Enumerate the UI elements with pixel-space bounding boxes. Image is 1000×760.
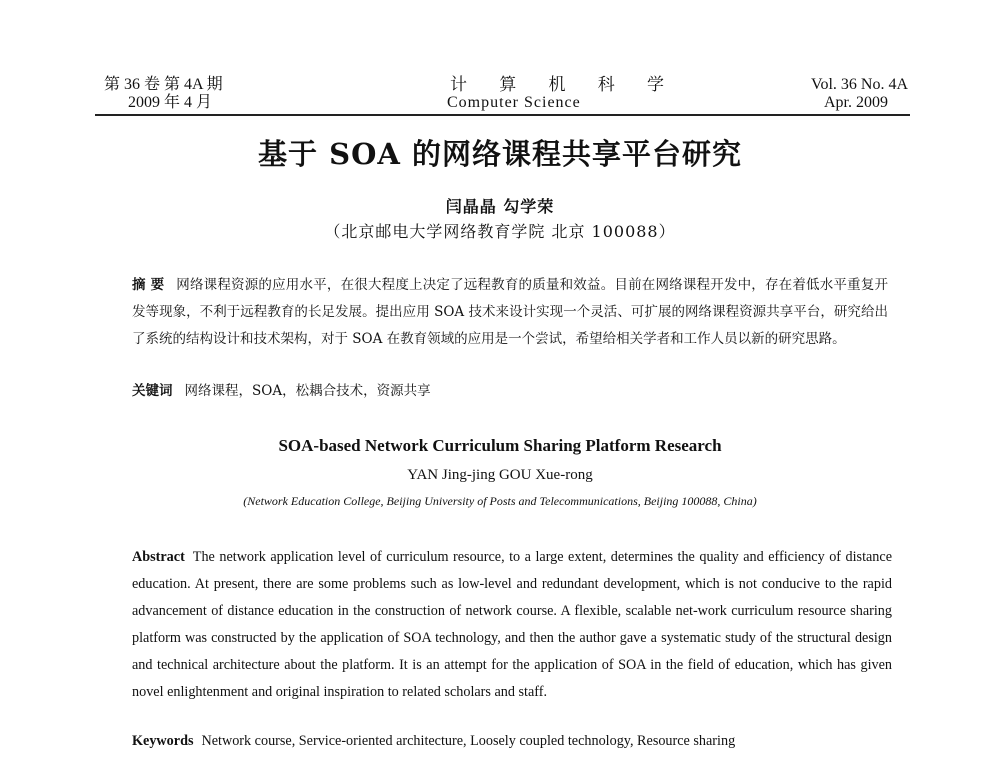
journal-name-cn: 计 算 机 科 学: [450, 75, 678, 94]
keywords-en-text: Network course, Service-oriented architecture, Loosely coupled technology, Resource sharing: [201, 733, 736, 749]
abstract-cn: [132, 272, 888, 353]
keywords-en: [132, 731, 735, 751]
authors-cn: 闫晶晶 勾学荣: [445, 197, 555, 216]
abstract-cn-label: 摘 要: [132, 277, 165, 293]
paper-title-en: SOA-based Network Curriculum Sharing Platform Research: [278, 436, 722, 455]
keywords-en-label: Keywords: [132, 733, 194, 749]
journal-name-en: Computer Science: [447, 94, 581, 111]
affiliation-en: (Network Education College, Beijing University of Posts and Telecommunications, Beijing 100088, China): [243, 494, 757, 508]
keywords-cn: [132, 382, 431, 400]
keywords-cn-text: 网络课程，SOA，松耦合技术，资源共享: [184, 383, 431, 399]
abstract-en-text: The network application level of curriculum resource, to a large extent, determines the quality and efficiency of distance education. At present, there are some problems such as low-level and redundant development, which is not conducive to the rapid advancement of distance education in the construction of network course. A flexible, scalable net-work curriculum resource sharing platform was constructed by the application of SOA technology, and then the author gave a systematic study of the structural design and technical architecture about the platform. It is an attempt for the application of SOA in the field of education, which has given novel enlightenment and original inspiration to related scholars and staff.: [132, 549, 892, 700]
abstract-en: [132, 544, 892, 706]
authors-en: YAN Jing-jing GOU Xue-rong: [407, 467, 593, 483]
journal-volume-en: Vol. 36 No. 4A: [810, 76, 908, 93]
header-rule: [95, 114, 910, 116]
journal-date-cn: 2009 年 4 月: [128, 94, 213, 111]
journal-date-en: Apr. 2009: [824, 94, 888, 111]
abstract-en-label: Abstract: [132, 549, 185, 565]
keywords-cn-label: 关键词: [132, 383, 173, 399]
paper-title-cn: 基于 SOA 的网络课程共享平台研究: [258, 137, 742, 171]
abstract-cn-text: 网络课程资源的应用水平，在很大程度上决定了远程教育的质量和效益。目前在网络课程开发中，存在着低水平重复开发等现象，不利于远程教育的长足发展。提出应用 SOA 技术来设计实现一个灵活、可扩展的网络课程资源共享平台，研究给出了系统的结构设计和技术架构，对于 SOA 在教育领域的应用是一个尝试，希望给相关学者和工作人员以新的研究思路。: [132, 277, 889, 347]
journal-volume-issue: 第 36 卷 第 4A 期: [104, 76, 223, 93]
affiliation-cn: （北京邮电大学网络教育学院 北京 100088）: [324, 222, 676, 241]
